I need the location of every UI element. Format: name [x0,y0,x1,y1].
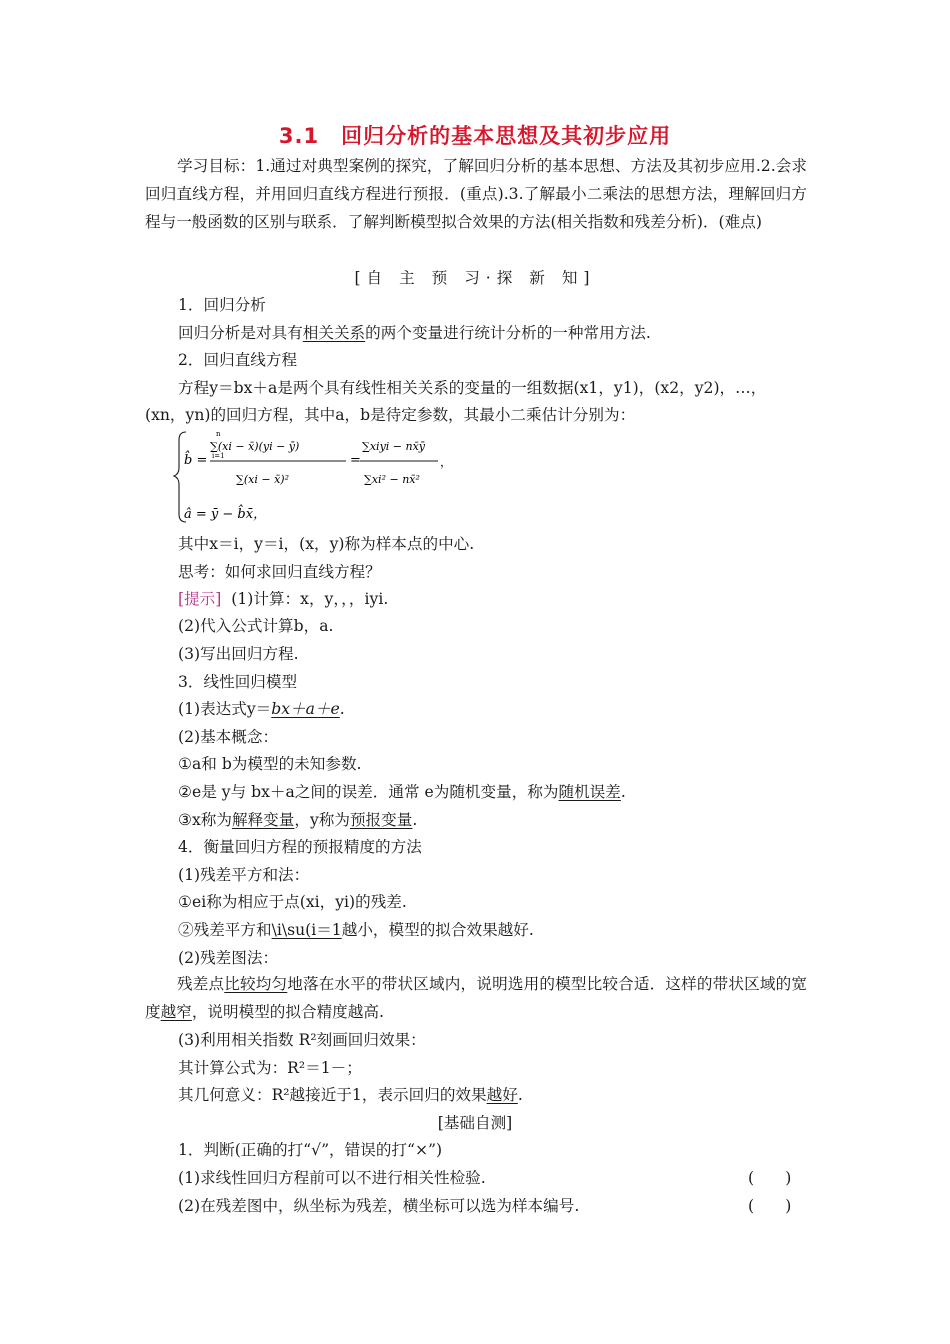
section-header: [自 主 预 习·探 新 知] [354,269,596,287]
least-squares-formula [176,428,476,528]
s1-heading: 1．回归分析 [178,296,266,314]
formula-num2: ∑xiyi − nx̄ȳ [362,440,426,453]
s2-line2: (xn，yn)的回归方程，其中a，b是待定参数，其最小二乘估计分别为： [145,406,636,424]
svg-text:n: n [216,430,221,438]
hint-step-2: (2)代入公式计算b，a. [178,617,334,635]
s4-m1: (1)残差平方和法： [178,866,310,884]
s4-m3-formula: 其计算公式为：R²＝1－； [178,1059,362,1077]
s4-m3-meaning: 其几何意义：R²越接近于1，表示回归的效果越好. [178,1086,523,1104]
formula-a: â = ȳ − b̂x̄， [184,507,267,522]
answer-blank-1[interactable]: ( ) [748,1169,792,1187]
formula-num1: ∑(xi − x̄)(yi − ȳ) [210,440,300,453]
s4-m3: (3)利用相关指数 R²刻画回归效果： [178,1031,426,1049]
svg-text:，: ， [440,455,453,469]
s4-heading: 4．衡量回归方程的预报精度的方法 [178,838,422,856]
formula-den1: ∑(xi − x̄)² [236,473,289,486]
self-test-header: [基础自测] [437,1114,513,1132]
s4-m2: (2)残差图法： [178,949,279,967]
self-test-q1-2: (2)在残差图中，纵坐标为残差，横坐标可以选为样本编号. [178,1197,580,1215]
s3-c2: ②e是 y与 bx＋a之间的误差．通常 e为随机变量，称为随机误差. [178,783,626,801]
s4-m1a: ①ei称为相应于点(xi，yi)的残差. [178,893,407,911]
s3-heading: 3．线性回归模型 [178,673,298,691]
s3-expression: (1)表达式y＝bx＋a＋e. [178,700,345,718]
formula-den2: ∑xi² − nx̄² [364,473,420,486]
self-test-q1-1: (1)求线性回归方程前可以不进行相关性检验. [178,1169,486,1187]
sample-center-line: 其中x＝i，y＝i，(x，y)称为样本点的中心. [178,535,475,553]
response-variable-term: 预报变量 [349,811,413,829]
title-text: 回归分析的基本思想及其初步应用 [341,124,672,148]
s1-underline: 相关关系 [302,324,366,342]
s3-concept: (2)基本概念： [178,728,279,746]
self-test-q1: 1．判断(正确的打“√”，错误的打“×”) [178,1141,443,1159]
think-question: 思考：如何求回归直线方程？ [178,563,381,581]
random-error-term: 随机误差 [558,783,621,801]
model-expression: bx＋a＋e [271,700,340,718]
s2-heading: 2．回归直线方程 [178,351,298,369]
s4-m2-text: 残差点比较均匀地落在水平的带状区域内，说明选用的模型比较合适．这样的带状区域的宽度越窄，说明模型的拟合精度越高. [145,975,807,1021]
title-number: 3.1 [278,124,320,148]
learning-objectives: 学习目标：1.通过对典型案例的探究，了解回归分析的基本思想、方法及其初步应用.2.会求回归直线方程，并用回归直线方程进行预报．(重点).3.了解最小二乘法的思想方法，理解回归方程与一般函数的区别与联系．了解判断模型拟合效果的方法(相关指数和残差分析)．(难点) [145,157,807,231]
answer-blank-2[interactable]: ( ) [748,1197,792,1215]
explanatory-variable-term: 解释变量 [231,811,295,829]
formula-b-lhs: b̂ = [184,453,208,468]
svg-text:=: = [350,453,361,468]
s2-line1: 方程y＝bx＋a是两个具有线性相关关系的变量的一组数据(x1，y1)，(x2，y2)，…， [178,379,767,397]
s4-m1b: ②残差平方和\i\su(i＝1越小，模型的拟合效果越好. [178,921,534,939]
hint-step-3: (3)写出回归方程. [178,645,299,663]
hint-label: [提示] [178,590,222,608]
hint-line: [提示] (1)计算：x，y，，，iyi. [178,590,389,608]
svg-text:i=1: i=1 [212,452,225,460]
page-title [0,120,950,150]
s3-c3: ③x称为解释变量，y称为预报变量. [178,811,418,829]
s3-c1: ①a和 b为模型的未知参数. [178,755,362,773]
s1-text: 回归分析是对具有相关关系的两个变量进行统计分析的一种常用方法. [178,324,651,342]
